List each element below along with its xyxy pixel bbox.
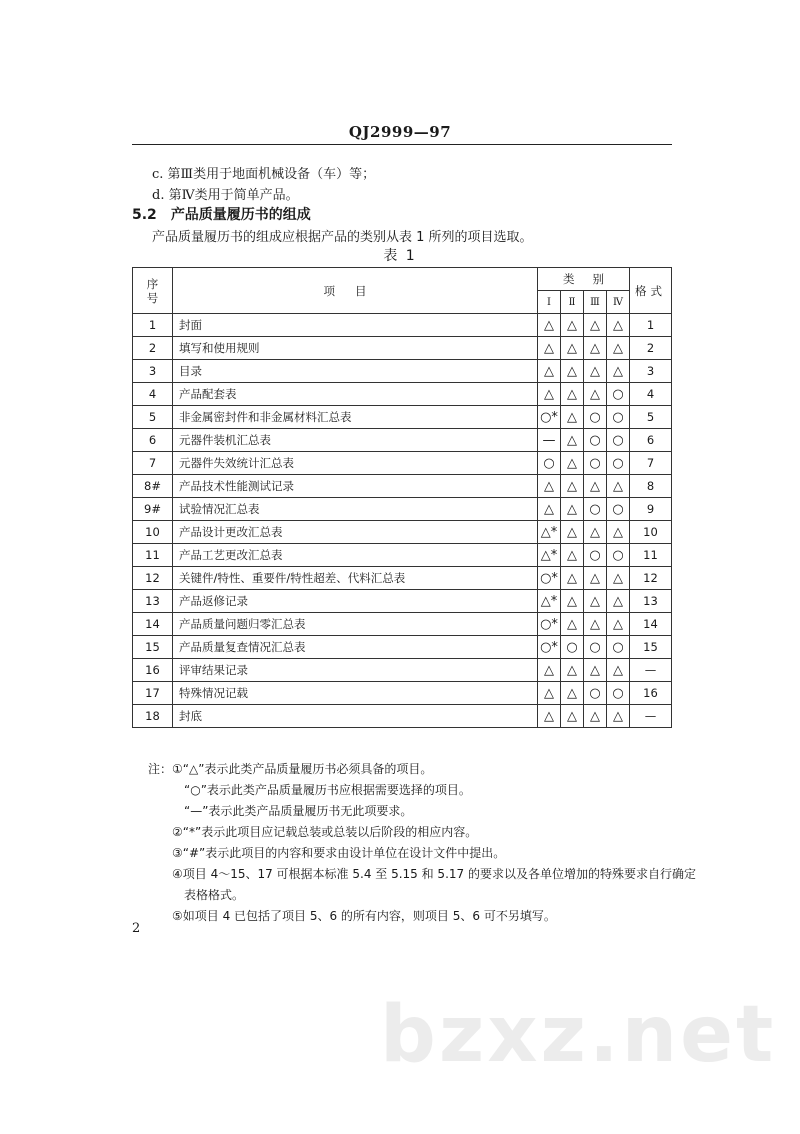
row-class-3-mark: △ [584, 567, 607, 590]
row-format: 7 [630, 452, 672, 475]
header-category: 类别 [538, 268, 630, 291]
row-format: 4 [630, 383, 672, 406]
header-class-4: Ⅳ [607, 291, 630, 314]
section-body: 产品质量履历书的组成应根据产品的类别从表 1 所列的项目选取。 [152, 230, 533, 245]
table-row [133, 682, 672, 705]
row-class-1-mark: △ [538, 314, 561, 337]
table-row [133, 360, 672, 383]
row-class-1-mark: △ [538, 498, 561, 521]
table-row [133, 337, 672, 360]
row-format: 1 [630, 314, 672, 337]
row-class-4-mark: △ [607, 590, 630, 613]
row-item: 产品返修记录 [173, 590, 538, 613]
row-item: 元器件失效统计汇总表 [173, 452, 538, 475]
row-format: — [630, 659, 672, 682]
row-class-2-mark: △ [561, 590, 584, 613]
row-item: 封底 [173, 705, 538, 728]
header-class-1: Ⅰ [538, 291, 561, 314]
section-number: 5.2 [132, 207, 157, 223]
note-line: ⑤如项目 4 已包括了项目 5、6 的所有内容，则项目 5、6 可不另填写。 [172, 909, 556, 923]
table-row [133, 636, 672, 659]
header-class-3: Ⅲ [584, 291, 607, 314]
row-class-4-mark: △ [607, 521, 630, 544]
row-class-2-mark: △ [561, 682, 584, 705]
row-item: 产品质量复查情况汇总表 [173, 636, 538, 659]
table-row [133, 475, 672, 498]
row-seq: 8# [133, 475, 173, 498]
row-format: 8 [630, 475, 672, 498]
row-format: 5 [630, 406, 672, 429]
row-seq: 7 [133, 452, 173, 475]
row-class-3-mark: △ [584, 337, 607, 360]
row-class-3-mark: △ [584, 360, 607, 383]
row-seq: 3 [133, 360, 173, 383]
row-class-3-mark: ○ [584, 682, 607, 705]
row-class-1-mark: ○* [538, 567, 561, 590]
row-class-4-mark: △ [607, 659, 630, 682]
row-class-2-mark: △ [561, 383, 584, 406]
row-item: 产品设计更改汇总表 [173, 521, 538, 544]
row-class-1-mark: △ [538, 383, 561, 406]
table-row [133, 659, 672, 682]
note-line: ②“*”表示此项目应记载总装或总装以后阶段的相应内容。 [172, 825, 478, 839]
section-heading [132, 204, 311, 224]
row-class-3-mark: ○ [584, 636, 607, 659]
row-class-3-mark: ○ [584, 429, 607, 452]
row-class-4-mark: ○ [607, 636, 630, 659]
row-seq: 16 [133, 659, 173, 682]
row-format: — [630, 705, 672, 728]
note-line: “○”表示此类产品质量履历书应根据需要选择的项目。 [184, 783, 471, 797]
row-class-1-mark: ○ [538, 452, 561, 475]
row-class-3-mark: △ [584, 383, 607, 406]
document-code-header: QJ2999—97 [348, 123, 452, 141]
table-row [133, 613, 672, 636]
row-seq: 12 [133, 567, 173, 590]
row-class-1-mark: △ [538, 337, 561, 360]
header-format: 格式 [630, 268, 672, 314]
row-item: 目录 [173, 360, 538, 383]
row-item: 产品工艺更改汇总表 [173, 544, 538, 567]
note-line: 表格格式。 [184, 888, 245, 902]
row-class-2-mark: △ [561, 337, 584, 360]
row-class-1-mark: △* [538, 590, 561, 613]
row-class-4-mark: △ [607, 314, 630, 337]
row-format: 15 [630, 636, 672, 659]
row-class-1-mark: △ [538, 682, 561, 705]
row-class-1-mark: △ [538, 659, 561, 682]
table-body [133, 314, 672, 728]
watermark: bzxz.net [380, 990, 777, 1080]
row-class-2-mark: △ [561, 498, 584, 521]
row-class-4-mark: ○ [607, 429, 630, 452]
row-seq: 4 [133, 383, 173, 406]
table-row [133, 429, 672, 452]
row-class-2-mark: △ [561, 613, 584, 636]
table-row [133, 705, 672, 728]
note-line: 注：①“△”表示此类产品质量履历书必须具备的项目。 [148, 762, 433, 776]
row-format: 3 [630, 360, 672, 383]
row-class-2-mark: △ [561, 452, 584, 475]
row-item: 关键件/特性、重要件/特性超差、代料汇总表 [173, 567, 538, 590]
row-class-1-mark: ○* [538, 613, 561, 636]
row-class-4-mark: ○ [607, 498, 630, 521]
row-class-1-mark: △ [538, 705, 561, 728]
header-seq [133, 268, 173, 314]
row-class-3-mark: ○ [584, 544, 607, 567]
row-class-3-mark: ○ [584, 498, 607, 521]
row-class-2-mark: △ [561, 659, 584, 682]
row-class-3-mark: ○ [584, 406, 607, 429]
row-format: 11 [630, 544, 672, 567]
row-class-3-mark: △ [584, 314, 607, 337]
row-item: 元器件装机汇总表 [173, 429, 538, 452]
note-line: ③“#”表示此项目的内容和要求由设计单位在设计文件中提出。 [172, 846, 506, 860]
row-format: 14 [630, 613, 672, 636]
header-seq-char2: 号 [146, 290, 159, 305]
row-class-3-mark: △ [584, 521, 607, 544]
header-seq-char1: 序 [146, 276, 159, 291]
table-row [133, 521, 672, 544]
note-line: ④项目 4～15、17 可根据本标准 5.4 至 5.15 和 5.17 的要求以及各单位增加的特殊要求自行确定 [172, 867, 696, 881]
row-class-4-mark: ○ [607, 544, 630, 567]
row-class-1-mark: △ [538, 475, 561, 498]
row-class-2-mark: △ [561, 475, 584, 498]
row-seq: 2 [133, 337, 173, 360]
row-class-3-mark: △ [584, 613, 607, 636]
header-class-2: Ⅱ [561, 291, 584, 314]
row-format: 13 [630, 590, 672, 613]
row-seq: 15 [133, 636, 173, 659]
row-class-4-mark: △ [607, 705, 630, 728]
row-class-2-mark: △ [561, 314, 584, 337]
table-row [133, 383, 672, 406]
table-row [133, 567, 672, 590]
note-line: “—”表示此类产品质量履历书无此项要求。 [184, 804, 413, 818]
row-class-1-mark: △* [538, 521, 561, 544]
items-table [132, 267, 672, 728]
row-item: 产品技术性能测试记录 [173, 475, 538, 498]
row-class-2-mark: ○ [561, 636, 584, 659]
row-format: 16 [630, 682, 672, 705]
row-class-2-mark: △ [561, 521, 584, 544]
row-seq: 5 [133, 406, 173, 429]
intro-line-c: c. 第Ⅲ类用于地面机械设备（车）等； [152, 167, 376, 182]
row-class-3-mark: △ [584, 590, 607, 613]
row-seq: 10 [133, 521, 173, 544]
header-item: 项目 [173, 268, 538, 314]
row-item: 试验情况汇总表 [173, 498, 538, 521]
row-class-2-mark: △ [561, 429, 584, 452]
table-row [133, 590, 672, 613]
row-class-2-mark: △ [561, 567, 584, 590]
row-class-4-mark: △ [607, 475, 630, 498]
table-row [133, 498, 672, 521]
row-class-3-mark: ○ [584, 452, 607, 475]
row-class-1-mark: ○* [538, 406, 561, 429]
row-seq: 14 [133, 613, 173, 636]
row-item: 产品质量问题归零汇总表 [173, 613, 538, 636]
table-row [133, 314, 672, 337]
row-class-2-mark: △ [561, 406, 584, 429]
table-row [133, 406, 672, 429]
row-class-4-mark: △ [607, 613, 630, 636]
table-caption: 表 1 [383, 248, 417, 264]
section-title: 产品质量履历书的组成 [170, 207, 311, 223]
row-class-3-mark: △ [584, 659, 607, 682]
row-item: 封面 [173, 314, 538, 337]
row-seq: 1 [133, 314, 173, 337]
row-format: 6 [630, 429, 672, 452]
row-class-4-mark: ○ [607, 452, 630, 475]
row-class-1-mark: — [538, 429, 561, 452]
row-seq: 9# [133, 498, 173, 521]
row-seq: 17 [133, 682, 173, 705]
row-seq: 18 [133, 705, 173, 728]
page-number: 2 [132, 921, 141, 936]
row-class-1-mark: △* [538, 544, 561, 567]
row-class-4-mark: ○ [607, 406, 630, 429]
intro-line-d: d. 第Ⅳ类用于简单产品。 [152, 188, 299, 203]
row-class-4-mark: △ [607, 337, 630, 360]
table-row [133, 452, 672, 475]
row-class-3-mark: △ [584, 475, 607, 498]
row-format: 2 [630, 337, 672, 360]
row-seq: 13 [133, 590, 173, 613]
row-item: 填写和使用规则 [173, 337, 538, 360]
row-class-1-mark: △ [538, 360, 561, 383]
row-class-4-mark: △ [607, 360, 630, 383]
row-item: 产品配套表 [173, 383, 538, 406]
header-rule [132, 144, 672, 145]
row-class-4-mark: △ [607, 567, 630, 590]
row-item: 评审结果记录 [173, 659, 538, 682]
row-class-2-mark: △ [561, 360, 584, 383]
row-format: 12 [630, 567, 672, 590]
row-class-4-mark: ○ [607, 682, 630, 705]
row-item: 特殊情况记载 [173, 682, 538, 705]
row-class-3-mark: △ [584, 705, 607, 728]
row-class-4-mark: ○ [607, 383, 630, 406]
row-format: 9 [630, 498, 672, 521]
row-class-1-mark: ○* [538, 636, 561, 659]
row-seq: 6 [133, 429, 173, 452]
row-seq: 11 [133, 544, 173, 567]
row-class-2-mark: △ [561, 544, 584, 567]
table-row [133, 544, 672, 567]
row-format: 10 [630, 521, 672, 544]
row-class-2-mark: △ [561, 705, 584, 728]
row-item: 非金属密封件和非金属材料汇总表 [173, 406, 538, 429]
